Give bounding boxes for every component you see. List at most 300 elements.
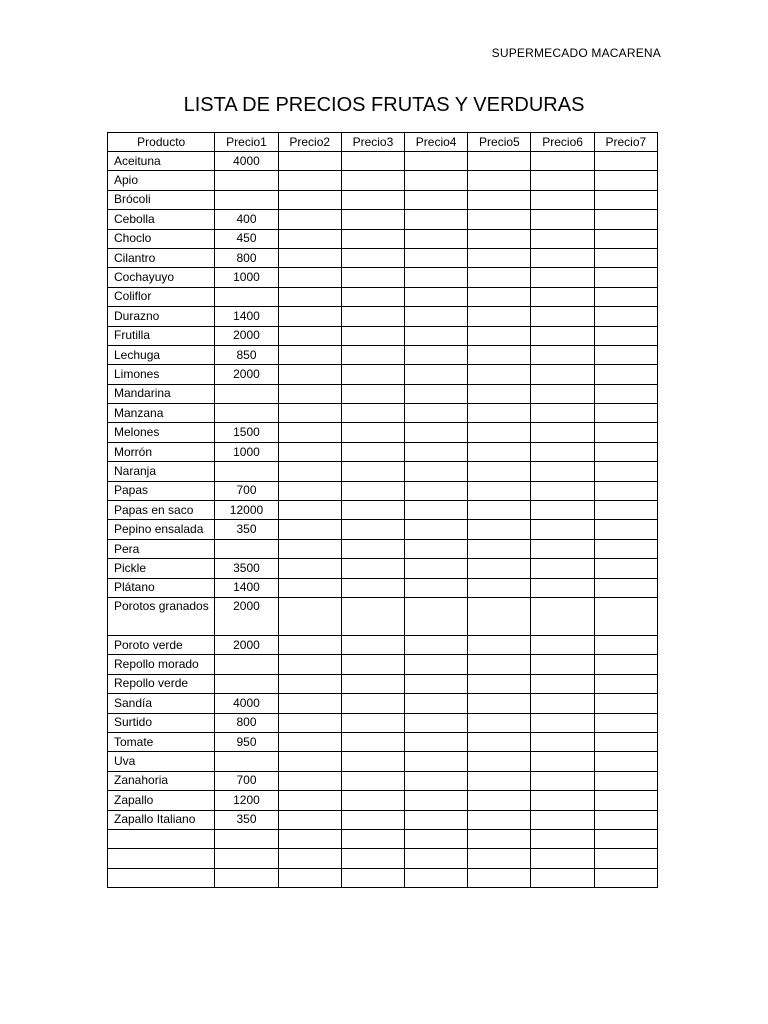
price1-cell: 4000 bbox=[215, 152, 278, 171]
price2-cell bbox=[278, 771, 341, 790]
price5-cell bbox=[468, 539, 531, 558]
price6-cell bbox=[531, 655, 594, 674]
price6-cell bbox=[531, 674, 594, 693]
product-cell: Tomate bbox=[108, 732, 215, 751]
price5-cell bbox=[468, 190, 531, 209]
price4-cell bbox=[405, 539, 468, 558]
price2-cell bbox=[278, 307, 341, 326]
price2-cell bbox=[278, 442, 341, 461]
price1-cell bbox=[215, 539, 278, 558]
product-cell: Repollo verde bbox=[108, 674, 215, 693]
price1-cell: 4000 bbox=[215, 694, 278, 713]
price3-cell bbox=[341, 462, 404, 481]
price3-cell bbox=[341, 771, 404, 790]
price4-cell bbox=[405, 501, 468, 520]
price7-cell bbox=[594, 171, 657, 190]
price4-cell bbox=[405, 268, 468, 287]
price7-cell bbox=[594, 210, 657, 229]
price4-cell bbox=[405, 423, 468, 442]
price5-cell bbox=[468, 152, 531, 171]
product-cell bbox=[108, 868, 215, 887]
price3-cell bbox=[341, 268, 404, 287]
price4-cell bbox=[405, 287, 468, 306]
price5-cell bbox=[468, 210, 531, 229]
price4-cell bbox=[405, 732, 468, 751]
price4-cell bbox=[405, 190, 468, 209]
price2-cell bbox=[278, 171, 341, 190]
price3-cell bbox=[341, 404, 404, 423]
price5-cell bbox=[468, 345, 531, 364]
price7-cell bbox=[594, 268, 657, 287]
price6-cell bbox=[531, 597, 594, 635]
table-row bbox=[108, 752, 658, 771]
table-row bbox=[108, 713, 658, 732]
price7-cell bbox=[594, 559, 657, 578]
product-cell: Plátano bbox=[108, 578, 215, 597]
price2-cell bbox=[278, 578, 341, 597]
page-title: LISTA DE PRECIOS FRUTAS Y VERDURAS bbox=[183, 94, 585, 116]
price4-cell bbox=[405, 578, 468, 597]
price2-cell bbox=[278, 694, 341, 713]
price4-cell bbox=[405, 462, 468, 481]
price2-cell bbox=[278, 752, 341, 771]
price5-cell bbox=[468, 810, 531, 829]
store-name: SUPERMECADO MACARENA bbox=[491, 46, 661, 60]
price2-cell bbox=[278, 868, 341, 887]
product-cell: Poroto verde bbox=[108, 635, 215, 654]
price1-cell: 12000 bbox=[215, 501, 278, 520]
price1-cell bbox=[215, 171, 278, 190]
price5-cell bbox=[468, 384, 531, 403]
price3-cell bbox=[341, 423, 404, 442]
price7-cell bbox=[594, 732, 657, 751]
price3-cell bbox=[341, 171, 404, 190]
price3-cell bbox=[341, 481, 404, 500]
price1-cell: 800 bbox=[215, 713, 278, 732]
price6-cell bbox=[531, 287, 594, 306]
price7-cell bbox=[594, 771, 657, 790]
table-row bbox=[108, 326, 658, 345]
price3-cell bbox=[341, 810, 404, 829]
price6-cell bbox=[531, 171, 594, 190]
product-cell: Cilantro bbox=[108, 248, 215, 267]
price5-cell bbox=[468, 171, 531, 190]
price7-cell bbox=[594, 578, 657, 597]
price3-cell bbox=[341, 655, 404, 674]
price3-cell bbox=[341, 365, 404, 384]
price7-cell bbox=[594, 326, 657, 345]
price6-cell bbox=[531, 268, 594, 287]
price2-cell bbox=[278, 520, 341, 539]
price3-cell bbox=[341, 501, 404, 520]
price1-cell: 450 bbox=[215, 229, 278, 248]
price1-cell bbox=[215, 655, 278, 674]
price6-cell bbox=[531, 326, 594, 345]
price3-cell bbox=[341, 829, 404, 848]
column-header-precio2: Precio2 bbox=[278, 133, 341, 152]
table-row bbox=[108, 229, 658, 248]
price5-cell bbox=[468, 404, 531, 423]
product-cell: Papas en saco bbox=[108, 501, 215, 520]
price7-cell bbox=[594, 307, 657, 326]
price6-cell bbox=[531, 501, 594, 520]
price6-cell bbox=[531, 345, 594, 364]
price7-cell bbox=[594, 501, 657, 520]
product-cell: Coliflor bbox=[108, 287, 215, 306]
price3-cell bbox=[341, 326, 404, 345]
price4-cell bbox=[405, 481, 468, 500]
table-row bbox=[108, 287, 658, 306]
price4-cell bbox=[405, 345, 468, 364]
product-cell: Aceituna bbox=[108, 152, 215, 171]
price6-cell bbox=[531, 771, 594, 790]
price7-cell bbox=[594, 229, 657, 248]
price2-cell bbox=[278, 248, 341, 267]
price4-cell bbox=[405, 635, 468, 654]
price7-cell bbox=[594, 791, 657, 810]
price6-cell bbox=[531, 481, 594, 500]
table-row bbox=[108, 674, 658, 693]
product-cell: Mandarina bbox=[108, 384, 215, 403]
price6-cell bbox=[531, 229, 594, 248]
table-row bbox=[108, 829, 658, 848]
product-cell: Melones bbox=[108, 423, 215, 442]
price6-cell bbox=[531, 791, 594, 810]
column-header-precio3: Precio3 bbox=[341, 133, 404, 152]
price7-cell bbox=[594, 345, 657, 364]
price6-cell bbox=[531, 829, 594, 848]
column-header-precio5: Precio5 bbox=[468, 133, 531, 152]
price3-cell bbox=[341, 152, 404, 171]
price2-cell bbox=[278, 597, 341, 635]
price4-cell bbox=[405, 384, 468, 403]
table-row bbox=[108, 539, 658, 558]
price6-cell bbox=[531, 635, 594, 654]
price5-cell bbox=[468, 849, 531, 868]
table-row bbox=[108, 868, 658, 887]
price1-cell bbox=[215, 384, 278, 403]
product-cell: Repollo morado bbox=[108, 655, 215, 674]
price6-cell bbox=[531, 810, 594, 829]
price7-cell bbox=[594, 539, 657, 558]
product-cell: Morrón bbox=[108, 442, 215, 461]
price4-cell bbox=[405, 674, 468, 693]
product-cell: Zanahoria bbox=[108, 771, 215, 790]
price4-cell bbox=[405, 713, 468, 732]
price1-cell bbox=[215, 868, 278, 887]
price1-cell: 350 bbox=[215, 810, 278, 829]
price1-cell: 1500 bbox=[215, 423, 278, 442]
price4-cell bbox=[405, 868, 468, 887]
price5-cell bbox=[468, 365, 531, 384]
price2-cell bbox=[278, 345, 341, 364]
price2-cell bbox=[278, 152, 341, 171]
table-row bbox=[108, 268, 658, 287]
price1-cell: 3500 bbox=[215, 559, 278, 578]
price7-cell bbox=[594, 423, 657, 442]
price4-cell bbox=[405, 171, 468, 190]
price6-cell bbox=[531, 190, 594, 209]
price2-cell bbox=[278, 326, 341, 345]
price6-cell bbox=[531, 152, 594, 171]
price6-cell bbox=[531, 365, 594, 384]
price3-cell bbox=[341, 868, 404, 887]
table-row bbox=[108, 423, 658, 442]
price4-cell bbox=[405, 771, 468, 790]
price2-cell bbox=[278, 365, 341, 384]
price5-cell bbox=[468, 501, 531, 520]
price1-cell: 1000 bbox=[215, 268, 278, 287]
price7-cell bbox=[594, 849, 657, 868]
price4-cell bbox=[405, 520, 468, 539]
price3-cell bbox=[341, 597, 404, 635]
price2-cell bbox=[278, 404, 341, 423]
table-row bbox=[108, 810, 658, 829]
price3-cell bbox=[341, 442, 404, 461]
price3-cell bbox=[341, 520, 404, 539]
product-cell: Pera bbox=[108, 539, 215, 558]
product-cell: Uva bbox=[108, 752, 215, 771]
price4-cell bbox=[405, 365, 468, 384]
price5-cell bbox=[468, 268, 531, 287]
table-row bbox=[108, 442, 658, 461]
price1-cell bbox=[215, 752, 278, 771]
price1-cell bbox=[215, 674, 278, 693]
price4-cell bbox=[405, 694, 468, 713]
product-cell: Durazno bbox=[108, 307, 215, 326]
product-cell: Frutilla bbox=[108, 326, 215, 345]
price2-cell bbox=[278, 462, 341, 481]
price1-cell: 700 bbox=[215, 771, 278, 790]
price4-cell bbox=[405, 655, 468, 674]
price2-cell bbox=[278, 481, 341, 500]
price4-cell bbox=[405, 559, 468, 578]
price5-cell bbox=[468, 655, 531, 674]
price6-cell bbox=[531, 752, 594, 771]
price7-cell bbox=[594, 404, 657, 423]
price2-cell bbox=[278, 287, 341, 306]
price4-cell bbox=[405, 810, 468, 829]
price4-cell bbox=[405, 404, 468, 423]
price7-cell bbox=[594, 462, 657, 481]
table-header-row bbox=[108, 133, 658, 152]
price5-cell bbox=[468, 520, 531, 539]
price7-cell bbox=[594, 752, 657, 771]
price1-cell: 850 bbox=[215, 345, 278, 364]
price7-cell bbox=[594, 481, 657, 500]
table-row bbox=[108, 694, 658, 713]
price3-cell bbox=[341, 791, 404, 810]
price6-cell bbox=[531, 520, 594, 539]
price2-cell bbox=[278, 635, 341, 654]
price7-cell bbox=[594, 694, 657, 713]
price7-cell bbox=[594, 829, 657, 848]
price5-cell bbox=[468, 326, 531, 345]
table-row bbox=[108, 404, 658, 423]
column-header-precio4: Precio4 bbox=[405, 133, 468, 152]
price3-cell bbox=[341, 307, 404, 326]
product-cell: Porotos granados bbox=[108, 597, 215, 635]
product-cell: Pickle bbox=[108, 559, 215, 578]
price2-cell bbox=[278, 791, 341, 810]
price6-cell bbox=[531, 404, 594, 423]
column-header-precio1: Precio1 bbox=[215, 133, 278, 152]
price5-cell bbox=[468, 791, 531, 810]
table-row bbox=[108, 384, 658, 403]
price6-cell bbox=[531, 539, 594, 558]
price3-cell bbox=[341, 694, 404, 713]
price4-cell bbox=[405, 229, 468, 248]
price5-cell bbox=[468, 752, 531, 771]
table-body bbox=[108, 152, 658, 888]
price1-cell: 700 bbox=[215, 481, 278, 500]
price7-cell bbox=[594, 152, 657, 171]
price5-cell bbox=[468, 829, 531, 848]
price3-cell bbox=[341, 210, 404, 229]
price4-cell bbox=[405, 752, 468, 771]
table-row bbox=[108, 501, 658, 520]
product-cell: Cochayuyo bbox=[108, 268, 215, 287]
price7-cell bbox=[594, 287, 657, 306]
price5-cell bbox=[468, 771, 531, 790]
price1-cell bbox=[215, 404, 278, 423]
product-cell: Papas bbox=[108, 481, 215, 500]
product-cell: Zapallo Italiano bbox=[108, 810, 215, 829]
price7-cell bbox=[594, 442, 657, 461]
price7-cell bbox=[594, 635, 657, 654]
price6-cell bbox=[531, 210, 594, 229]
price6-cell bbox=[531, 559, 594, 578]
product-cell: Limones bbox=[108, 365, 215, 384]
price1-cell bbox=[215, 829, 278, 848]
price4-cell bbox=[405, 307, 468, 326]
product-cell: Manzana bbox=[108, 404, 215, 423]
product-cell: Surtido bbox=[108, 713, 215, 732]
table-row bbox=[108, 520, 658, 539]
price5-cell bbox=[468, 635, 531, 654]
column-header-precio7: Precio7 bbox=[594, 133, 657, 152]
price3-cell bbox=[341, 248, 404, 267]
price2-cell bbox=[278, 849, 341, 868]
product-cell: Brócoli bbox=[108, 190, 215, 209]
table-row bbox=[108, 481, 658, 500]
price3-cell bbox=[341, 229, 404, 248]
price5-cell bbox=[468, 597, 531, 635]
price3-cell bbox=[341, 713, 404, 732]
price2-cell bbox=[278, 384, 341, 403]
product-cell: Zapallo bbox=[108, 791, 215, 810]
price6-cell bbox=[531, 248, 594, 267]
price1-cell bbox=[215, 849, 278, 868]
price6-cell bbox=[531, 868, 594, 887]
price1-cell bbox=[215, 462, 278, 481]
table-row bbox=[108, 578, 658, 597]
price4-cell bbox=[405, 210, 468, 229]
price3-cell bbox=[341, 752, 404, 771]
price2-cell bbox=[278, 655, 341, 674]
price4-cell bbox=[405, 442, 468, 461]
product-cell: Naranja bbox=[108, 462, 215, 481]
price2-cell bbox=[278, 559, 341, 578]
price6-cell bbox=[531, 694, 594, 713]
price5-cell bbox=[468, 868, 531, 887]
price2-cell bbox=[278, 210, 341, 229]
price1-cell: 2000 bbox=[215, 365, 278, 384]
table-row bbox=[108, 462, 658, 481]
price5-cell bbox=[468, 694, 531, 713]
price1-cell: 1400 bbox=[215, 307, 278, 326]
price2-cell bbox=[278, 810, 341, 829]
product-cell: Cebolla bbox=[108, 210, 215, 229]
price6-cell bbox=[531, 423, 594, 442]
price5-cell bbox=[468, 229, 531, 248]
price2-cell bbox=[278, 829, 341, 848]
price7-cell bbox=[594, 365, 657, 384]
price5-cell bbox=[468, 674, 531, 693]
price5-cell bbox=[468, 713, 531, 732]
price1-cell: 1200 bbox=[215, 791, 278, 810]
price1-cell: 1400 bbox=[215, 578, 278, 597]
price5-cell bbox=[468, 481, 531, 500]
price1-cell: 400 bbox=[215, 210, 278, 229]
price2-cell bbox=[278, 674, 341, 693]
price6-cell bbox=[531, 578, 594, 597]
table-row bbox=[108, 190, 658, 209]
price1-cell: 1000 bbox=[215, 442, 278, 461]
product-cell: Apio bbox=[108, 171, 215, 190]
column-header-precio6: Precio6 bbox=[531, 133, 594, 152]
price3-cell bbox=[341, 287, 404, 306]
price3-cell bbox=[341, 732, 404, 751]
price3-cell bbox=[341, 190, 404, 209]
price5-cell bbox=[468, 423, 531, 442]
price5-cell bbox=[468, 287, 531, 306]
table-row bbox=[108, 771, 658, 790]
price1-cell bbox=[215, 190, 278, 209]
price1-cell: 950 bbox=[215, 732, 278, 751]
price7-cell bbox=[594, 248, 657, 267]
price7-cell bbox=[594, 190, 657, 209]
price6-cell bbox=[531, 307, 594, 326]
table-row bbox=[108, 655, 658, 674]
product-cell: Sandía bbox=[108, 694, 215, 713]
price1-cell: 800 bbox=[215, 248, 278, 267]
price5-cell bbox=[468, 578, 531, 597]
table-row bbox=[108, 597, 658, 635]
price2-cell bbox=[278, 423, 341, 442]
price4-cell bbox=[405, 849, 468, 868]
price2-cell bbox=[278, 501, 341, 520]
price7-cell bbox=[594, 674, 657, 693]
price3-cell bbox=[341, 635, 404, 654]
price1-cell: 2000 bbox=[215, 326, 278, 345]
table-row bbox=[108, 365, 658, 384]
price4-cell bbox=[405, 248, 468, 267]
table-row bbox=[108, 210, 658, 229]
table-row bbox=[108, 635, 658, 654]
table-row bbox=[108, 732, 658, 751]
price3-cell bbox=[341, 345, 404, 364]
price7-cell bbox=[594, 810, 657, 829]
price7-cell bbox=[594, 597, 657, 635]
price1-cell bbox=[215, 287, 278, 306]
price7-cell bbox=[594, 655, 657, 674]
table-row bbox=[108, 248, 658, 267]
price5-cell bbox=[468, 462, 531, 481]
table-row bbox=[108, 307, 658, 326]
price3-cell bbox=[341, 578, 404, 597]
price6-cell bbox=[531, 849, 594, 868]
